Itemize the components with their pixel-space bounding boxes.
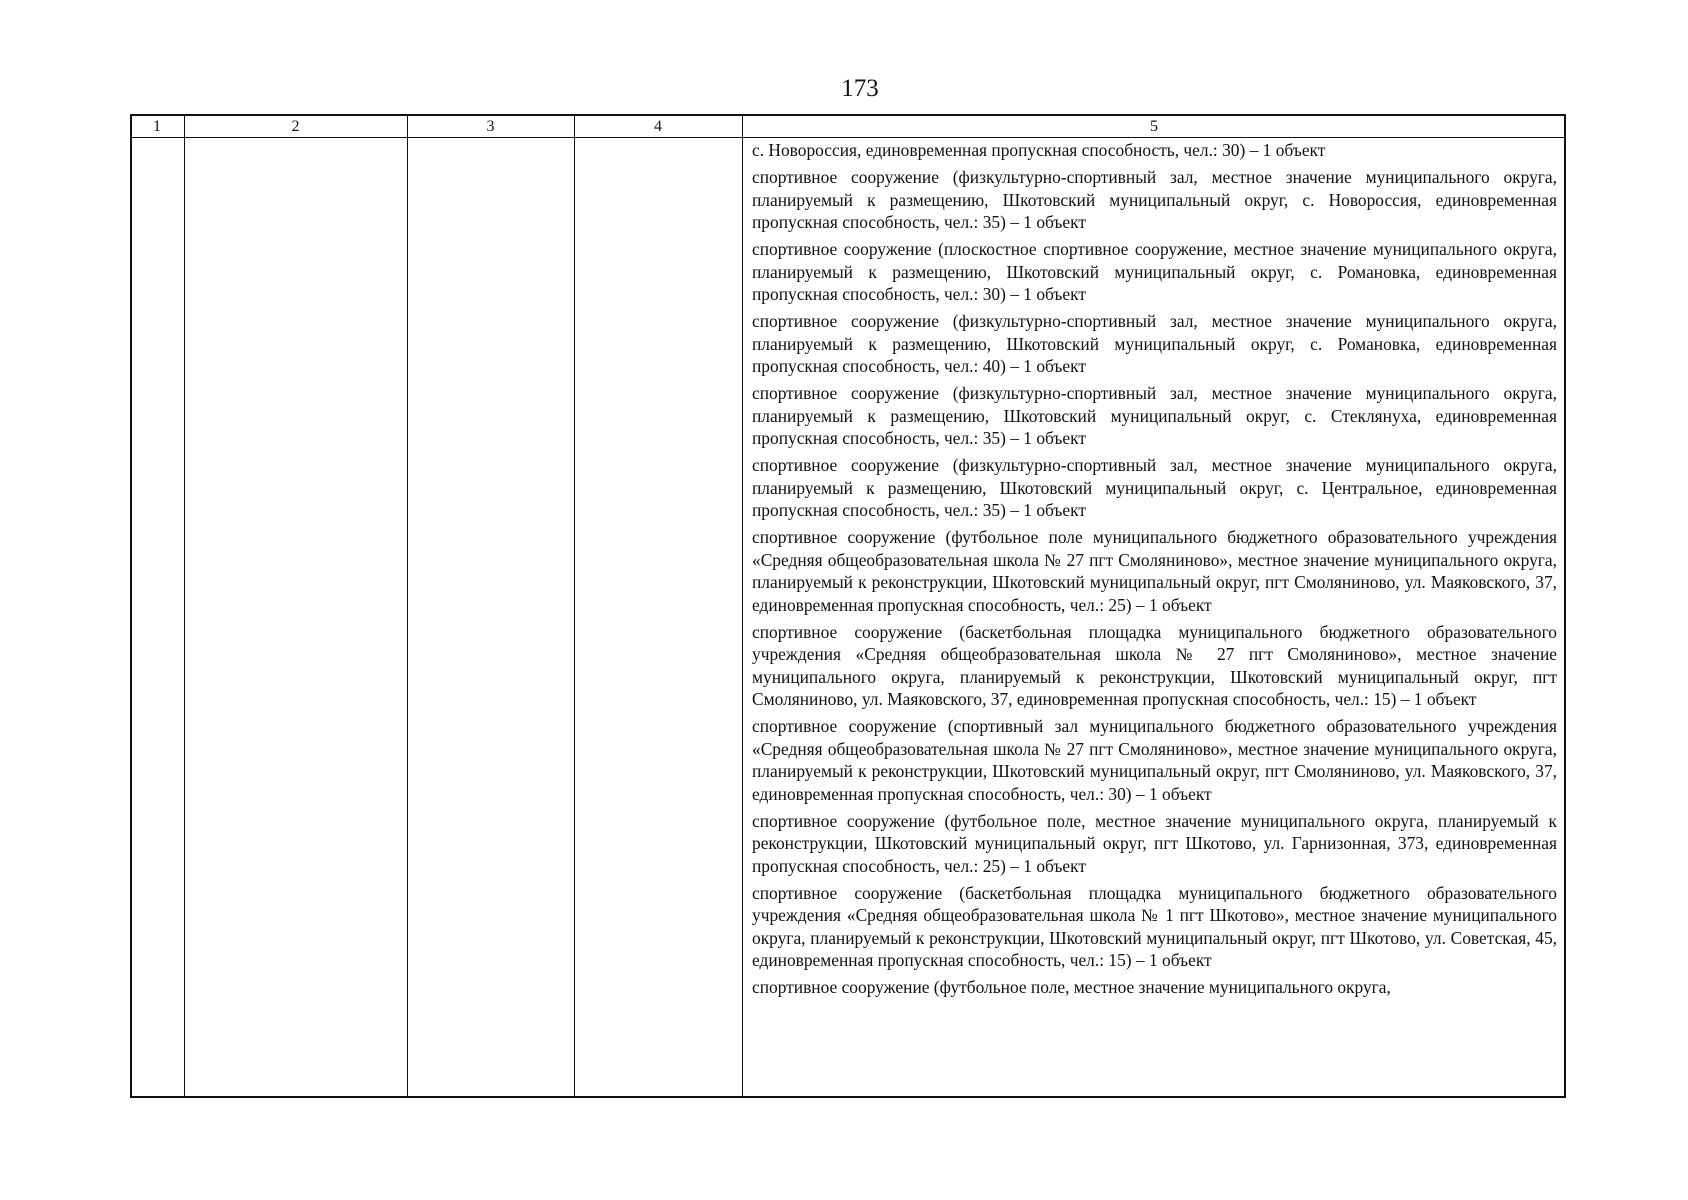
table-entry: спортивное сооружение (физкультурно-спортивный зал, местное значение муниципального округа, планируемый к размещению, Шкотовский муниципальный округ, с. Романовка, единовременная пропускная способность, чел.: 40) – 1 объект xyxy=(752,311,1557,376)
table-entry: спортивное сооружение (спортивный зал муниципального бюджетного образовательного учреждения «Средняя общеобразовательная школа № 27 пгт Смоляниново», местное значение муниципального округа, планируемый к реконструкции, Шкотовский муниципальный округ, пгт Смоляниново, ул. Маяковского, 37, единовременная пропускная способность, чел.: 30) – 1 объект xyxy=(752,716,1557,804)
column-header-1: 1 xyxy=(153,118,161,135)
column-header-2: 2 xyxy=(291,118,300,135)
column-divider xyxy=(184,114,185,1098)
table-entry: спортивное сооружение (физкультурно-спортивный зал, местное значение муниципального округа, планируемый к размещению, Шкотовский муниципальный округ, с. Новороссия, единовременная пропускная способность, чел.: 35) – 1 объект xyxy=(752,167,1557,232)
table-entry: спортивное сооружение (баскетбольная площадка муниципального бюджетного образовательного учреждения «Средняя общеобразовательная школа № 1 пгт Шкотово», местное значение муниципального округа, планируемый к реконструкции, Шкотовский муниципальный округ, пгт Шкотово, ул. Советская, 45, единовременная пропускная способность, чел.: 15) – 1 объект xyxy=(752,882,1557,970)
column-header-3: 3 xyxy=(486,118,495,135)
table-entry: с. Новороссия, единовременная пропускная способность, чел.: 30) – 1 объект xyxy=(752,140,1326,160)
column-divider xyxy=(407,114,408,1098)
column-divider xyxy=(574,114,575,1098)
page-number: 173 xyxy=(841,75,879,102)
column-divider xyxy=(742,114,743,1098)
column-5-content xyxy=(752,139,1557,999)
table-entry: спортивное сооружение (футбольное поле муниципального бюджетного образовательного учреждения «Средняя общеобразовательная школа № 27 пгт Смоляниново», местное значение муниципального округа, планируемый к реконструкции, Шкотовский муниципальный округ, пгт Смоляниново, ул. Маяковского, 37, единовременная пропускная способность, чел.: 25) – 1 объект xyxy=(752,527,1557,615)
table-entry: спортивное сооружение (баскетбольная площадка муниципального бюджетного образовательного учреждения «Средняя общеобразовательная школа № 27 пгт Смоляниново», местное значение муниципального округа, планируемый к реконструкции, Шкотовский муниципальный округ, пгт Смоляниново, ул. Маяковского, 37, единовременная пропускная способность, чел.: 15) – 1 объект xyxy=(752,621,1557,709)
table-entry: спортивное сооружение (футбольное поле, местное значение муниципального округа, планируемый к реконструкции, Шкотовский муниципальный округ, пгт Шкотово, ул. Гарнизонная, 373, единовременная пропускная способность, чел.: 25) – 1 объект xyxy=(752,810,1557,876)
column-header-5: 5 xyxy=(1150,118,1158,135)
column-header-4: 4 xyxy=(654,118,662,135)
table-entry: спортивное сооружение (футбольное поле, местное значение муниципального округа, xyxy=(752,977,1391,997)
table-entry: спортивное сооружение (физкультурно-спортивный зал, местное значение муниципального округа, планируемый к размещению, Шкотовский муниципальный округ, с. Центральное, единовременная пропускная способность, чел.: 35) – 1 объект xyxy=(752,455,1557,520)
table-entry: спортивное сооружение (плоскостное спортивное сооружение, местное значение муниципального округа, планируемый к размещению, Шкотовский муниципальный округ, с. Романовка, единовременная пропускная способность, чел.: 30) – 1 объект xyxy=(752,239,1557,304)
table-entry: спортивное сооружение (физкультурно-спортивный зал, местное значение муниципального округа, планируемый к размещению, Шкотовский муниципальный округ, с. Стеклянуха, единовременная пропускная способность, чел.: 35) – 1 объект xyxy=(752,383,1557,448)
